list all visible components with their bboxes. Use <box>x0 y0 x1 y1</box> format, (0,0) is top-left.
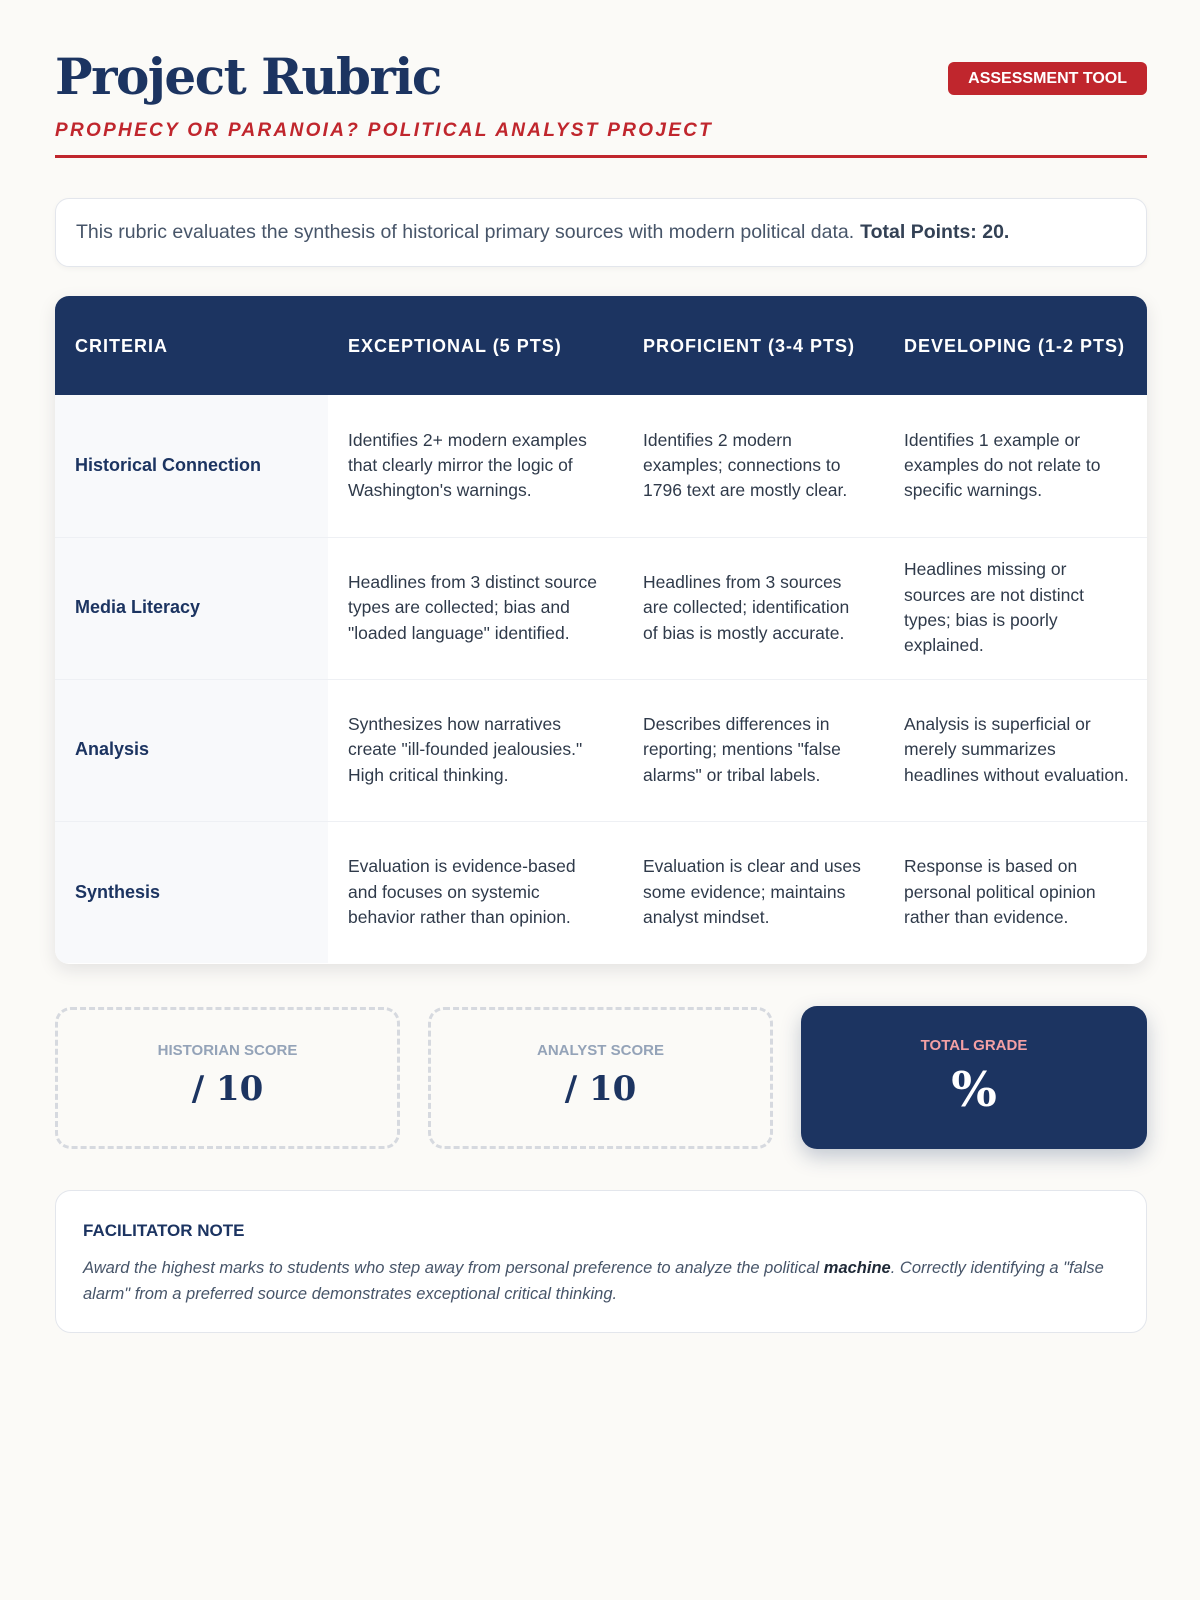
table-row <box>55 679 1147 821</box>
note-text-after: . Correctly identifying a "false alarm" from a preferred source demonstrates exceptional critical thinking. <box>83 1259 1104 1303</box>
total-grade-value: % <box>951 1062 997 1118</box>
developing-cell: Identifies 1 example or examples do not relate to specific warnings. <box>904 429 1101 501</box>
header-developing: DEVELOPING (1-2 PTS) <box>904 335 1126 356</box>
analyst-score-value: / 10 <box>564 1069 637 1109</box>
criterion-cell: Synthesis <box>55 821 328 963</box>
criterion-cell: Historical Connection <box>55 395 328 537</box>
note-text-before: Award the highest marks to students who step away from personal preference to analyze the political <box>83 1259 820 1277</box>
rubric-page <box>55 0 1147 1303</box>
facilitator-note <box>55 1190 1147 1333</box>
developing-cell: Headlines missing or sources are not distinct types; bias is poorly explained. <box>904 559 1084 656</box>
table-row <box>55 395 1147 537</box>
historian-score-box[interactable] <box>55 1007 400 1149</box>
table-row <box>55 821 1147 963</box>
historian-score-value: / 10 <box>191 1069 264 1109</box>
total-grade-box[interactable] <box>801 1006 1147 1149</box>
header-exceptional: EXCEPTIONAL (5 PTS) <box>348 335 562 356</box>
analyst-score-box[interactable] <box>428 1007 773 1149</box>
historian-score-label: HISTORIAN SCORE <box>157 1042 298 1059</box>
proficient-cell: Describes differences in reporting; mentions "false alarms" or tribal labels. <box>643 714 841 785</box>
facilitator-note-heading: FACILITATOR NOTE <box>83 1221 245 1240</box>
header-criteria: CRITERIA <box>75 335 168 356</box>
page-subtitle: PROPHECY OR PARANOIA? POLITICAL ANALYST PROJECT <box>55 120 714 141</box>
total-grade-label: TOTAL GRADE <box>920 1037 1028 1054</box>
proficient-cell: Headlines from 3 sources are collected; identification of bias is mostly accurate. <box>643 572 850 643</box>
facilitator-note-body <box>83 1255 1119 1307</box>
criterion-cell: Media Literacy <box>55 537 328 679</box>
exceptional-cell: Headlines from 3 distinct source types are collected; bias and "loaded language" identified. <box>348 572 597 643</box>
proficient-cell: Identifies 2 modern examples; connections to 1796 text are mostly clear. <box>643 429 848 501</box>
assessment-tool-badge: ASSESSMENT TOOL <box>948 62 1147 95</box>
analyst-score-label: ANALYST SCORE <box>537 1042 664 1059</box>
exceptional-cell: Synthesizes how narratives create "ill-founded jealousies." High critical thinking. <box>348 714 583 785</box>
proficient-cell: Evaluation is clear and uses some evidence; maintains analyst mindset. <box>643 856 861 927</box>
exceptional-cell: Identifies 2+ modern examples that clearly mirror the logic of Washington's warnings. <box>348 429 587 501</box>
note-bold-word: machine <box>823 1259 891 1277</box>
rubric-table <box>55 296 1147 964</box>
table-header-row <box>55 296 1147 395</box>
page-header <box>55 0 1147 158</box>
exceptional-cell: Evaluation is evidence-based and focuses on systemic behavior rather than opinion. <box>348 856 576 927</box>
table-row <box>55 537 1147 679</box>
criterion-cell: Analysis <box>55 679 328 821</box>
intro-text: This rubric evaluates the synthesis of historical primary sources with modern political data. <box>76 221 855 243</box>
developing-cell: Analysis is superficial or merely summarizes headlines without evaluation. <box>904 714 1129 785</box>
developing-cell: Response is based on personal political opinion rather than evidence. <box>904 856 1096 927</box>
intro-box <box>55 198 1147 267</box>
total-points: Total Points: 20. <box>860 221 1010 243</box>
page-title: Project Rubric <box>55 47 441 106</box>
header-proficient: PROFICIENT (3-4 PTS) <box>643 335 856 356</box>
